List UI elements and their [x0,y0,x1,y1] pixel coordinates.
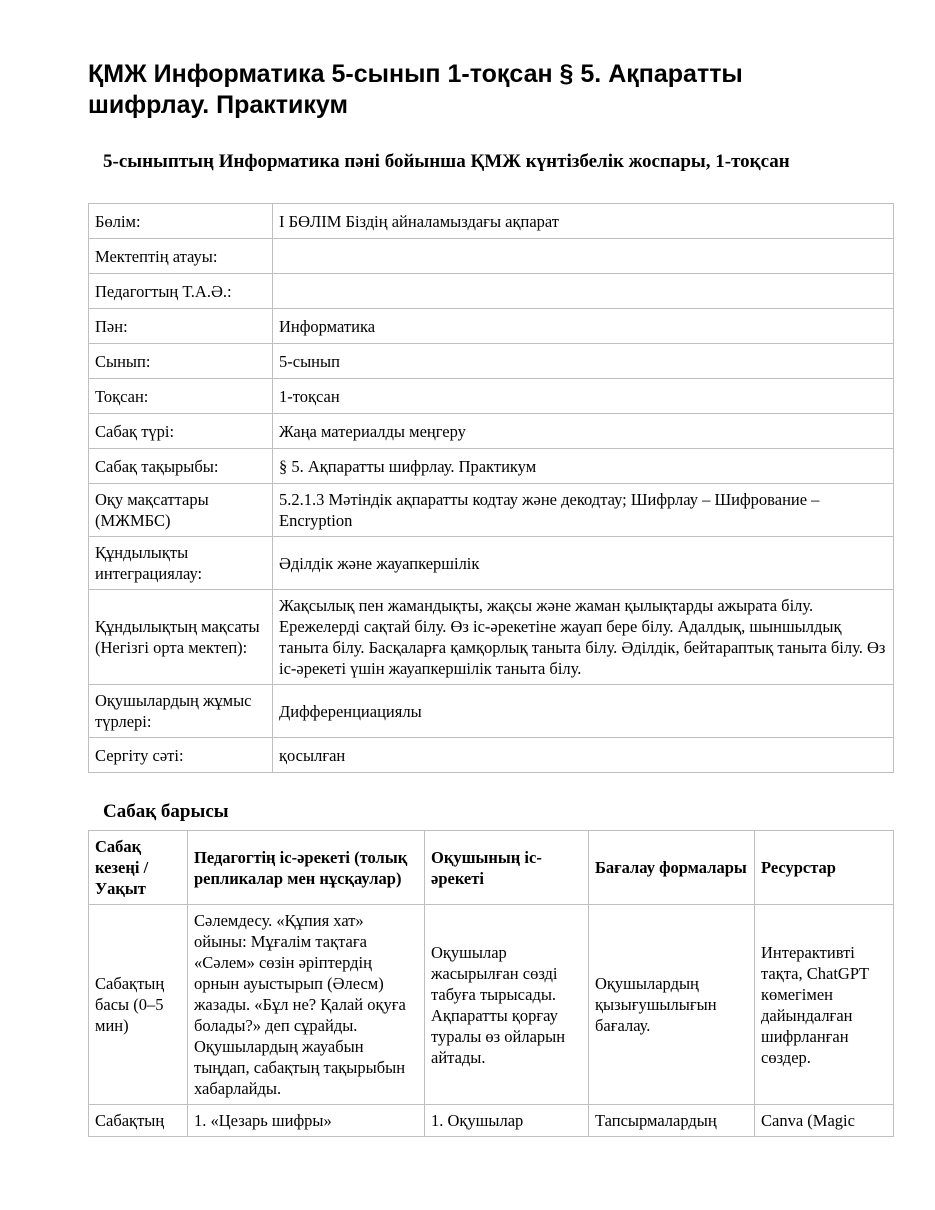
table-row [89,905,894,1105]
column-header: Педагогтің іс-әрекеті (толық репликалар мен нұсқаулар) [188,831,425,905]
info-value: 1-тоқсан [273,379,894,414]
student-activity-cell: Оқушылар жасырылған сөзді табуға тырысады. Ақпаратты қорғау туралы өз ойларын айтады. [425,905,589,1105]
table-row [89,379,894,414]
table-row [89,414,894,449]
lesson-info-table [88,203,894,773]
info-label: Сабақ тақырыбы: [89,449,273,484]
table-row [89,274,894,309]
table-row [89,484,894,537]
page-title: ҚМЖ Информатика 5-сынып 1-тоқсан § 5. Ақпаратты шифрлау. Практикум [88,60,743,119]
table-row [89,537,894,590]
table-row [89,1105,894,1137]
info-label: Педагогтың Т.А.Ә.: [89,274,273,309]
info-label: Құндылықты интеграциялау: [89,537,273,590]
info-value: § 5. Ақпаратты шифрлау. Практикум [273,449,894,484]
lesson-heading: Сабақ барысы [103,801,229,822]
table-row [89,344,894,379]
info-value: Жақсылық пен жамандықты, жақсы және жаман қылықтарды ажырата білу. Ережелерді сақтай білу. Өз іс-әрекетіне жауап бере білу. Адалдық, шыншылдық таныта білу. Басқаларға қамқорлық таныта білу. Әділдік, бейтараптық таныта білу. Өз іс-әрекеті үшін жауапкершілік таныта білу. [273,590,894,685]
assessment-cell: Оқушылардың қызығушылығын бағалау. [589,905,755,1105]
column-header: Ресурстар [755,831,894,905]
resources-cell: Canva (Magic [755,1105,894,1137]
table-row [89,685,894,738]
table-row [89,309,894,344]
info-value: Дифференциациялы [273,685,894,738]
table-row [89,449,894,484]
info-label: Оқу мақсаттары (МЖМБС) [89,484,273,537]
student-activity-cell: 1. Оқушылар [425,1105,589,1137]
teacher-activity-cell: 1. «Цезарь шифры» [188,1105,425,1137]
info-value: Информатика [273,309,894,344]
info-label: Сергіту сәті: [89,738,273,773]
info-value: 5-сынып [273,344,894,379]
info-label: Сынып: [89,344,273,379]
info-label: Оқушылардың жұмыс түрлері: [89,685,273,738]
info-label: Мектептің атауы: [89,239,273,274]
table-row [89,204,894,239]
column-header: Бағалау формалары [589,831,755,905]
table-row [89,239,894,274]
info-label: Пән: [89,309,273,344]
resources-cell: Интерактивті тақта, ChatGPT көмегімен дайындалған шифрланған сөздер. [755,905,894,1105]
info-value [273,239,894,274]
table-row [89,738,894,773]
info-label: Бөлім: [89,204,273,239]
info-value: 5.2.1.3 Мәтіндік ақпаратты кодтау және декодтау; Шифрлау – Шифрование – Encryption [273,484,894,537]
table-row [89,590,894,685]
info-value: I БӨЛІМ Біздің айналамыздағы ақпарат [273,204,894,239]
stage-cell: Сабақтың [89,1105,188,1137]
info-label: Құндылықтың мақсаты (Негізгі орта мектеп): [89,590,273,685]
lesson-progress-table [88,830,894,1137]
info-label: Тоқсан: [89,379,273,414]
info-value: Жаңа материалды меңгеру [273,414,894,449]
info-label: Сабақ түрі: [89,414,273,449]
teacher-activity-cell: Сәлемдесу. «Құпия хат» ойыны: Мұғалім тақтаға «Сәлем» сөзін әріптердің орнын ауыстырып (Әлесм) жазады. «Бұл не? Қалай оқуға болады?» деп сұрайды. Оқушылардың жауабын тыңдап, сабақтың тақырыбын хабарлайды. [188,905,425,1105]
stage-cell: Сабақтың басы (0–5 мин) [89,905,188,1105]
plan-heading: 5-сыныптың Информатика пәні бойынша ҚМЖ күнтізбелік жоспары, 1-тоқсан [103,151,790,172]
info-value [273,274,894,309]
column-header: Оқушының іс-әрекеті [425,831,589,905]
info-value: Әділдік және жауапкершілік [273,537,894,590]
column-header: Сабақ кезеңі / Уақыт [89,831,188,905]
info-value: қосылған [273,738,894,773]
assessment-cell: Тапсырмалардың [589,1105,755,1137]
table-header-row [89,831,894,905]
